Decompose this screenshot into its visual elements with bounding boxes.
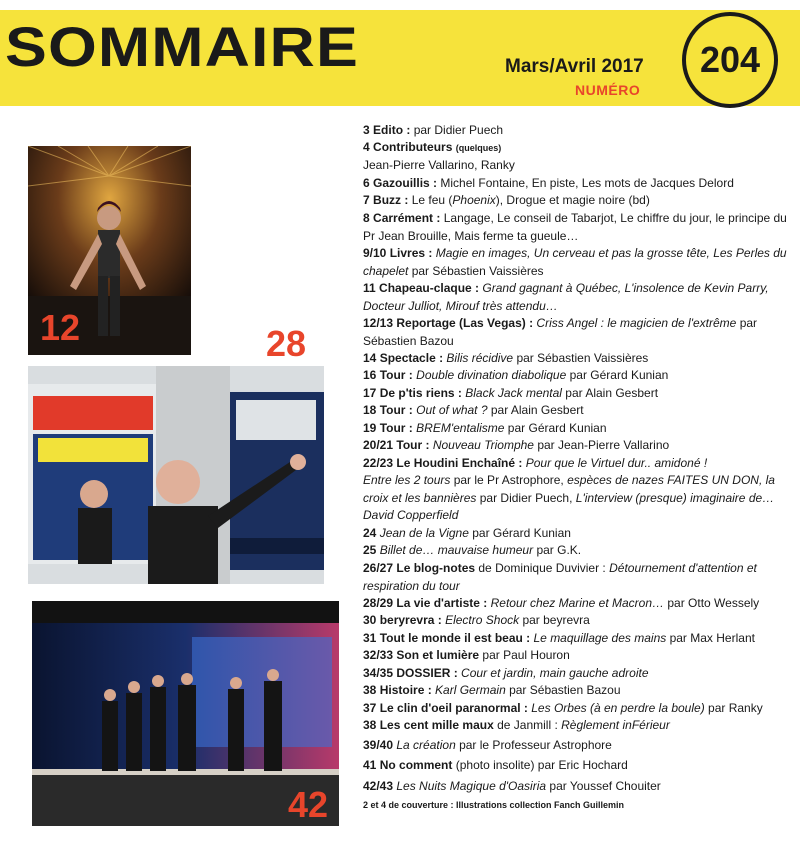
header <box>0 0 800 118</box>
issue-number: 204 <box>699 39 761 80</box>
toc-entry: 34/35 DOSSIER : Cour et jardin, main gauche adroite <box>363 666 649 680</box>
toc-entry: 39/40 La création par le Professeur Astrophore <box>363 738 612 752</box>
toc-entry: 7 Buzz : Le feu (Phoenix), Drogue et magie noire (bd) <box>363 193 650 207</box>
toc-entry: 37 Le clin d'oeil paranormal : Les Orbes (à en perdre la boule) par Ranky <box>363 701 763 715</box>
toc-entry: 3 Edito : par Didier Puech <box>363 123 504 137</box>
issue-date: Mars/Avril 2017 <box>505 56 644 77</box>
photo-performer <box>28 146 191 355</box>
toc-entry: 8 Carrément : Langage, Le conseil de Tabarjot, Le chiffre du jour, le principe du Pr Jean Brouille, Mais ferme ta gueule… <box>363 211 787 243</box>
toc-entry: 42/43 Les Nuits Magique d'Oasiria par Youssef Chouiter <box>363 779 661 793</box>
toc-entry: 20/21 Tour : Nouveau Triomphe par Jean-Pierre Vallarino <box>363 438 670 452</box>
toc-entry: Jean-Pierre Vallarino, Ranky <box>363 158 515 172</box>
toc-entry: 17 De p'tis riens : Black Jack mental par Alain Gesbert <box>363 386 659 400</box>
toc-entry: 12/13 Reportage (Las Vegas) : Criss Angel : le magicien de l'extrême par Sébastien Bazou <box>363 316 758 348</box>
toc-entry: 28/29 La vie d'artiste : Retour chez Marine et Macron… par Otto Wessely <box>363 596 760 610</box>
toc-entry: 41 No comment (photo insolite) par Eric Hochard <box>363 758 628 772</box>
toc-entry: 22/23 Le Houdini Enchaîné : Pour que le Virtuel dur.. amidoné ! <box>363 456 708 470</box>
toc-entry: 19 Tour : BREM'entalisme par Gérard Kunian <box>363 421 607 435</box>
express-image <box>28 366 324 584</box>
toc-entry: 14 Spectacle : Bilis récidive par Sébastien Vaissières <box>363 351 649 365</box>
toc-entry: 38 Les cent mille maux de Janmill : Règlement inFérieur <box>363 718 670 732</box>
toc-entry: 30 beryrevra : Electro Shock par beyrevra <box>363 613 590 627</box>
toc-entry: 32/33 Son et lumière par Paul Houron <box>363 648 570 662</box>
toc-entry: 18 Tour : Out of what ? par Alain Gesbert <box>363 403 584 417</box>
toc-entry: Entre les 2 tours par le Pr Astrophore, espèces de nazes FAITES UN DON, la croix et les bannières par Didier Puech, L'interview (presque) imaginaire de… David Copperfield <box>363 473 775 522</box>
issue-badge <box>682 12 778 108</box>
toc-entry: 24 Jean de la Vigne par Gérard Kunian <box>363 526 571 540</box>
photo-express <box>28 366 324 584</box>
toc-entry: 6 Gazouillis : Michel Fontaine, En piste, Les mots de Jacques Delord <box>363 176 734 190</box>
toc-entry: 16 Tour : Double divination diabolique par Gérard Kunian <box>363 368 669 382</box>
page-title: SOMMAIRE <box>5 15 359 78</box>
page-number-28: 28 <box>266 323 307 364</box>
photo-stage <box>32 601 339 826</box>
toc-entry: 25 Billet de… mauvaise humeur par G.K. <box>363 543 582 557</box>
page-number-12: 12 <box>40 307 81 348</box>
toc-entry: 9/10 Livres : Magie en images, Un cerveau et pas la grosse tête, Les Perles du chapelet par Sébastien Vaissières <box>363 246 787 278</box>
cover-credits: 2 et 4 de couverture : Illustrations collection Fanch Guillemin <box>363 800 625 810</box>
toc-entry: 11 Chapeau-claque : Grand gagnant à Québec, L'insolence de Kevin Parry, Docteur Julliot, Mirouf très attendu… <box>363 281 769 313</box>
toc-entry: 38 Histoire : Karl Germain par Sébastien Bazou <box>363 683 621 697</box>
numero-label: NUMÉRO <box>575 82 641 98</box>
toc-entry: 31 Tout le monde il est beau : Le maquillage des mains par Max Herlant <box>363 631 755 645</box>
page-number-42: 42 <box>288 784 329 825</box>
toc-entry: 26/27 Le blog-notes de Dominique Duvivier : Détournement d'attention et respiration du tour <box>363 561 757 593</box>
toc-entry: 4 Contributeurs (quelques) <box>363 140 502 154</box>
